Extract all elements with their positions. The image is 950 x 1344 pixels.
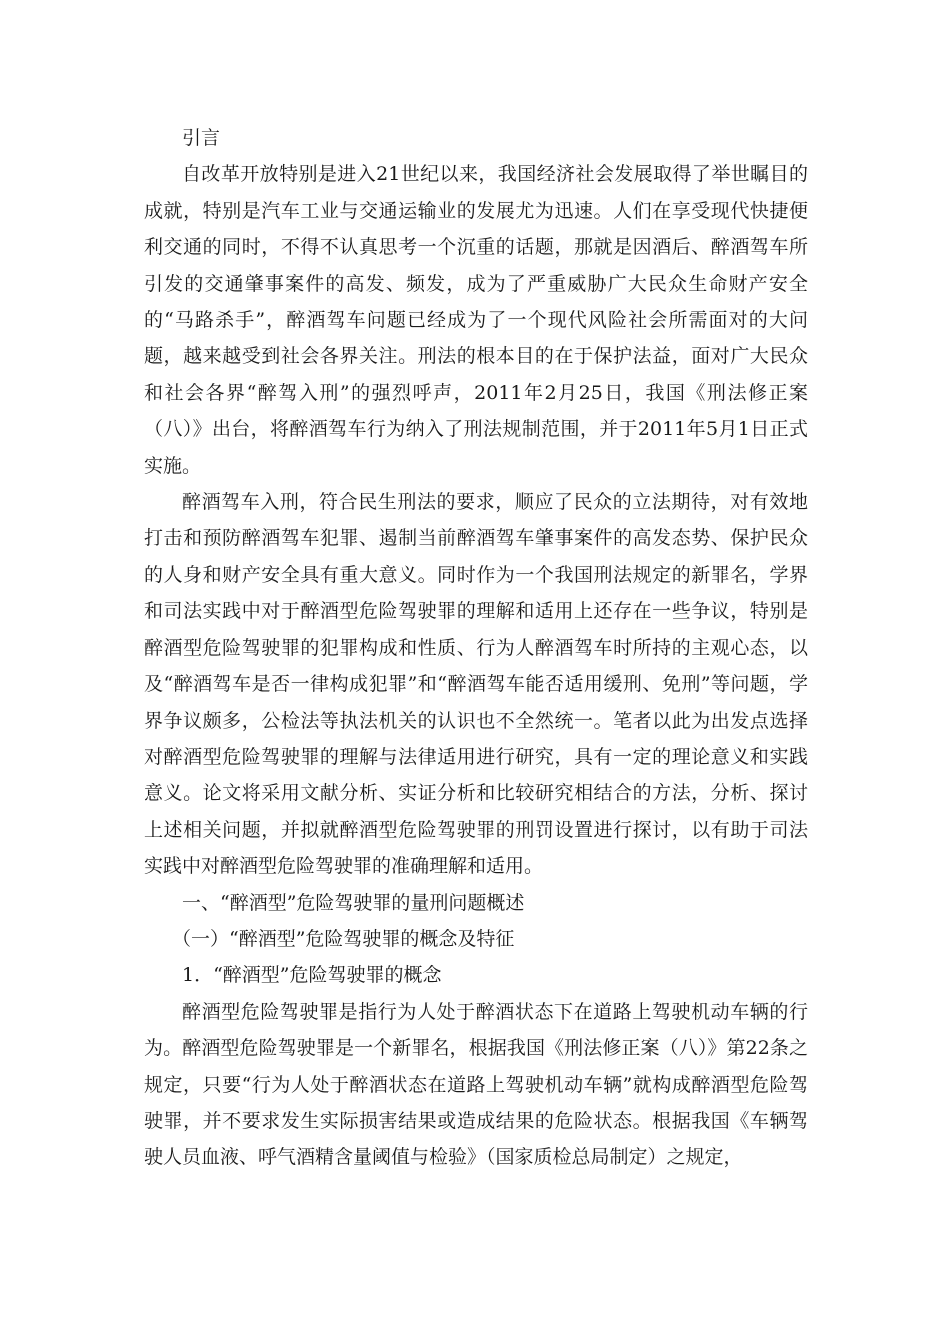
heading-subsection-1-1: （一）“醉酒型”危险驾驶罪的概念及特征 — [172, 927, 515, 950]
paragraph-intro-1: 自改革开放特别是进入21世纪以来，我国经济社会发展取得了举世瞩目的成就，特别是汽车工业与交通运输业的发展尤为迅速。人们在享受现代快捷便利交通的同时，不得不认真思考一个沉重的话题，那就是因酒后、醉酒驾车所引发的交通肇事案件的高发、频发，成为了严重威胁广大民众生命财产安全的“马路杀手”，醉酒驾车问题已经成为了一个现代风险社会所需面对的大问题，越来越受到社会各界关注。刑法的根本目的在于保护法益，面对广大民众和社会各界“醉驾入刑”的强烈呼声，2011年2月25日，我国《刑法修正案（八）》出台，将醉酒驾车行为纳入了刑法规制范围，并于2011年5月1日正式实施。 — [144, 163, 808, 477]
paragraph-definition: 醉酒型危险驾驶罪是指行为人处于醉酒状态下在道路上驾驶机动车辆的行为。醉酒型危险驾驶罪是一个新罪名，根据我国《刑法修正案（八）》第22条之规定，只要“行为人处于醉酒状态在道路上驾驶机动车辆”就构成醉酒型危险驾驶罪，并不要求发生实际损害结果或造成结果的危险状态。根据我国《车辆驾驶人员血液、呼气酒精含量阈值与检验》（国家质检总局制定）之规定， — [144, 1000, 808, 1169]
paragraph-intro-2: 醉酒驾车入刑，符合民生刑法的要求，顺应了民众的立法期待，对有效地打击和预防醉酒驾车犯罪、遏制当前醉酒驾车肇事案件的高发态势、保护民众的人身和财产安全具有重大意义。同时作为一个我国刑法规定的新罪名，学界和司法实践中对于醉酒型危险驾驶罪的理解和适用上还存在一些争议，特别是醉酒型危险驾驶罪的犯罪构成和性质、行为人醉酒驾车时所持的主观心态，以及“醉酒驾车是否一律构成犯罪”和“醉酒驾车能否适用缓刑、免刑”等问题，学界争议颇多，公检法等执法机关的认识也不全然统一。笔者以此为出发点选择对醉酒型危险驾驶罪的理解与法律适用进行研究，具有一定的理论意义和实践意义。论文将采用文献分析、实证分析和比较研究相结合的方法，分析、探讨上述相关问题，并拟就醉酒型危险驾驶罪的刑罚设置进行探讨，以有助于司法实践中对醉酒型危险驾驶罪的准确理解和适用。 — [144, 491, 808, 878]
heading-introduction: 引言 — [182, 127, 221, 149]
heading-section-1: 一、“醉酒型”危险驾驶罪的量刑问题概述 — [182, 891, 525, 914]
heading-item-1-1-1: 1．“醉酒型”危险驾驶罪的概念 — [182, 964, 442, 987]
document-page — [144, 120, 808, 1176]
